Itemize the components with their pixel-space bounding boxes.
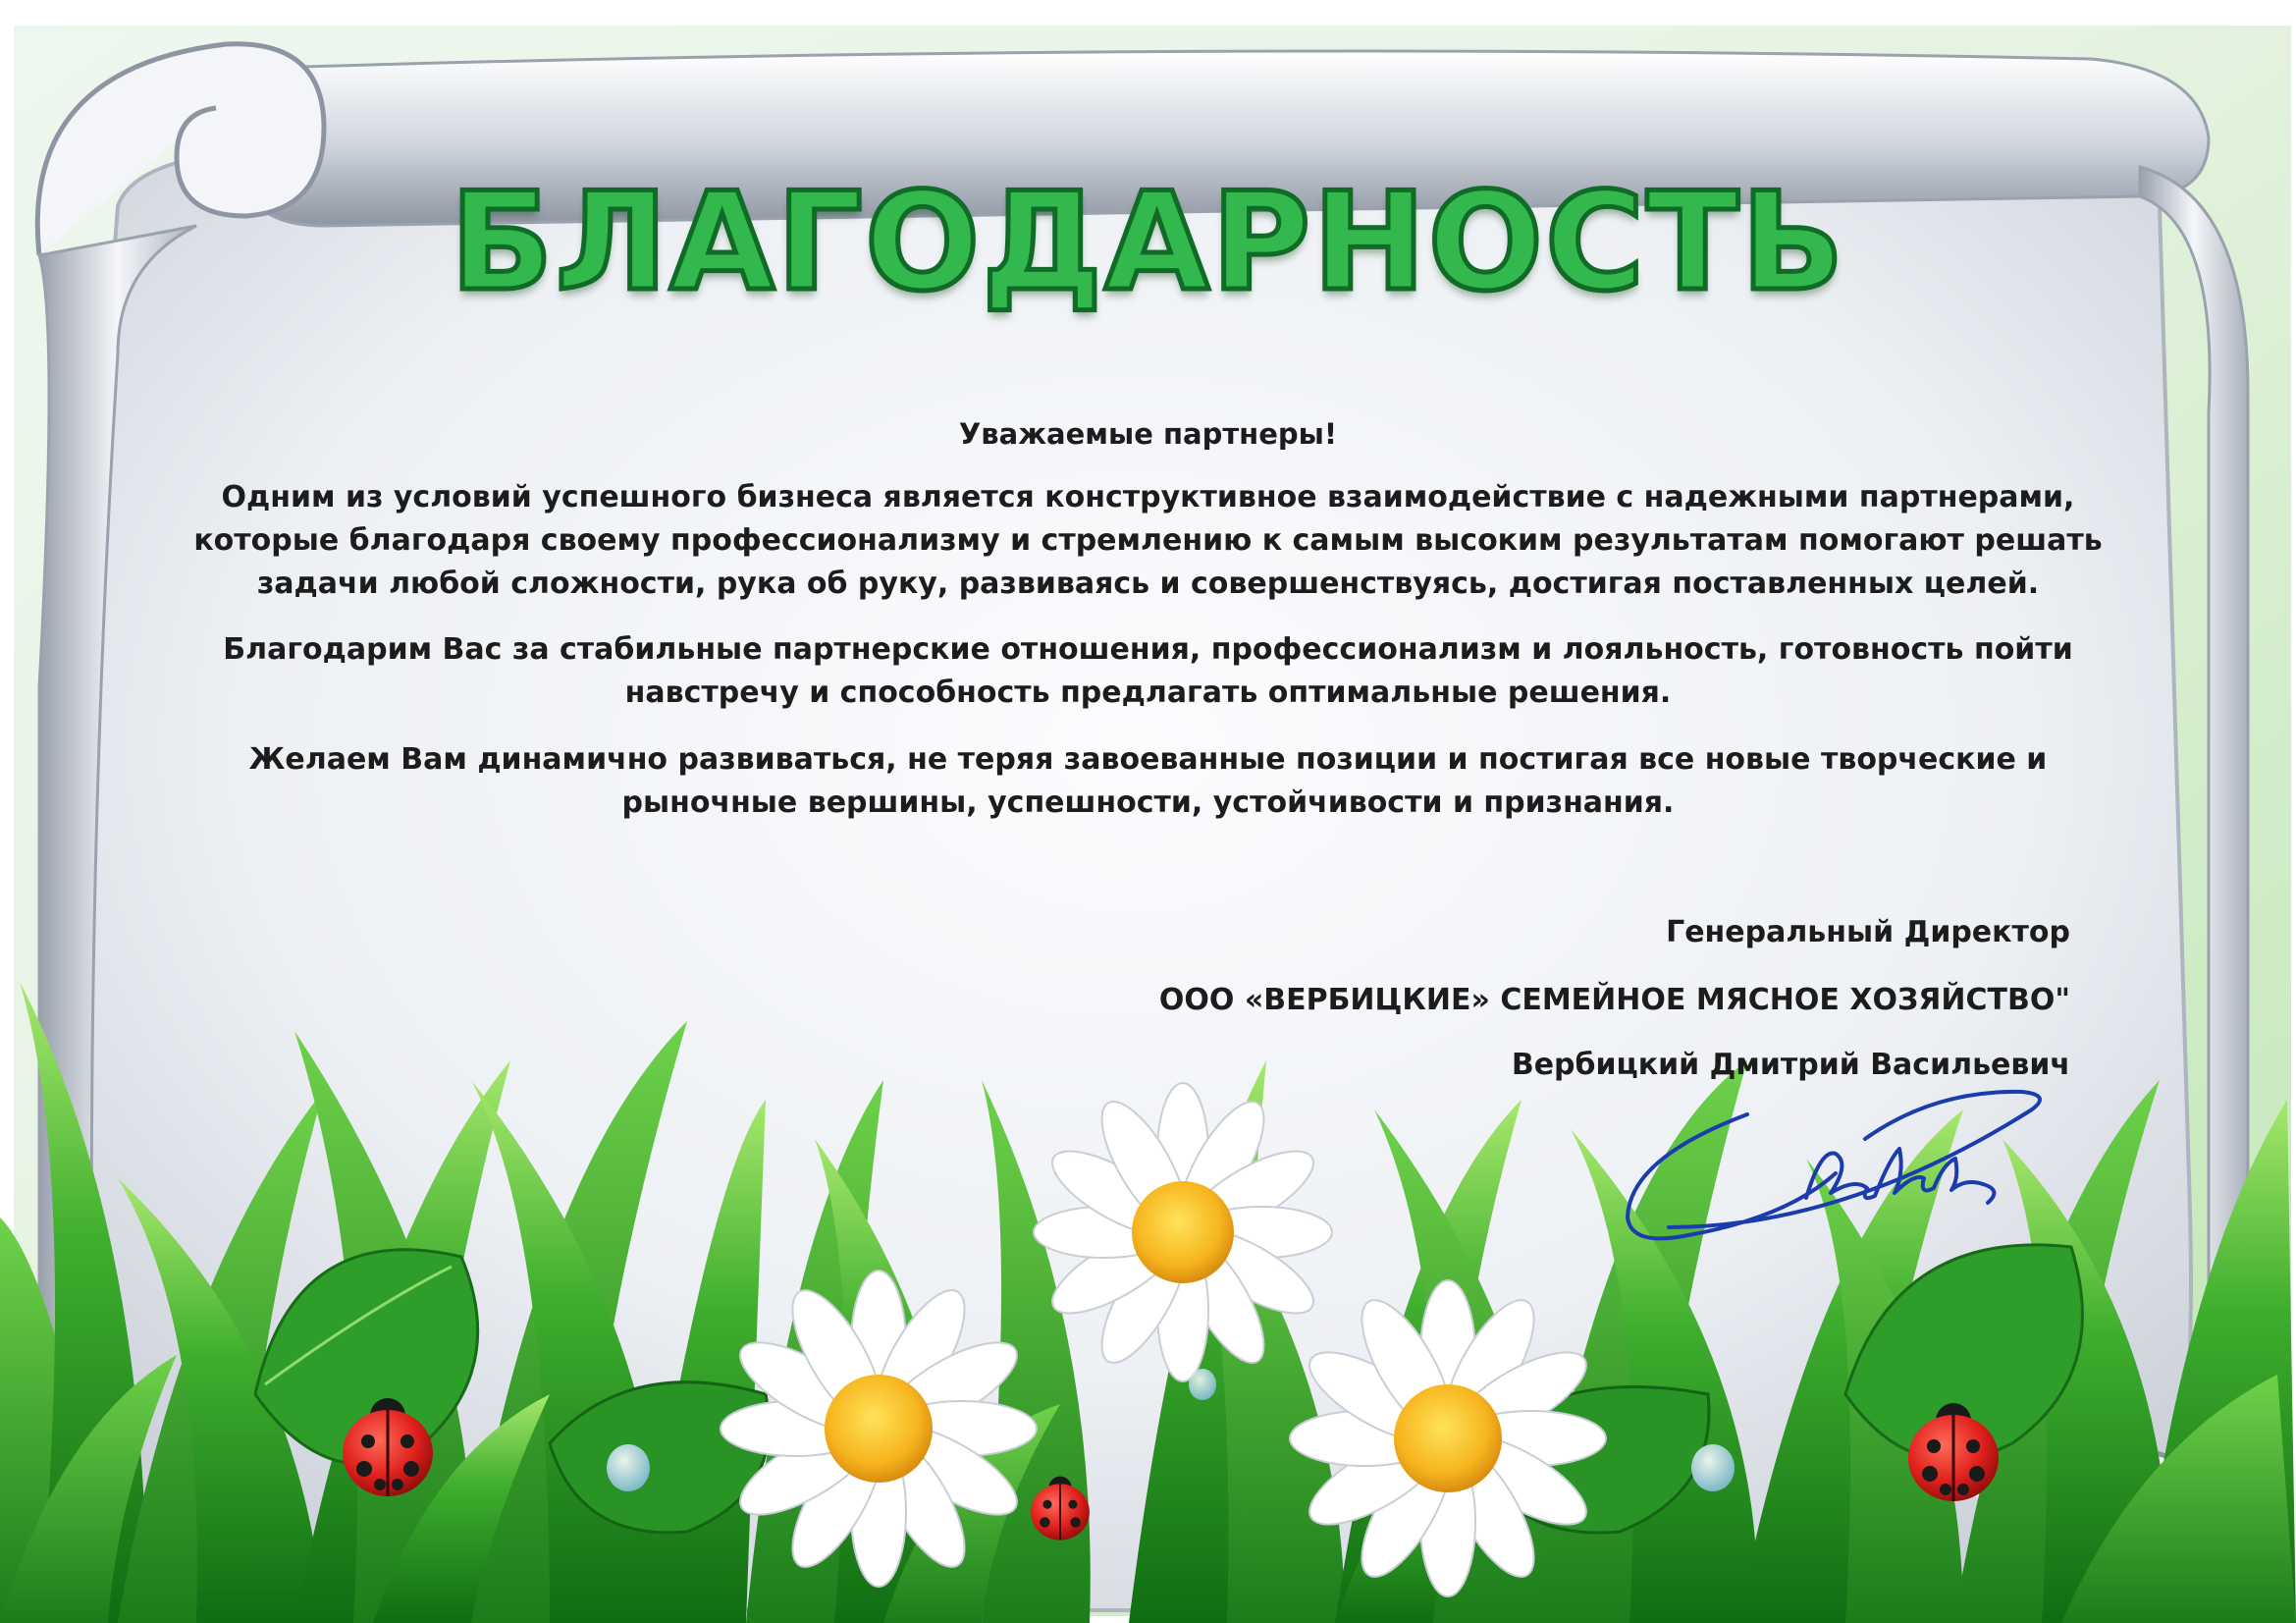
greeting: Уважаемые партнеры! bbox=[958, 417, 1338, 451]
certificate-title: БЛАГОДАРНОСТЬ bbox=[450, 163, 1846, 321]
paragraph-line: Одним из условий успешного бизнеса является конструктивное взаимодействие с надежными партнерами, bbox=[221, 480, 2075, 514]
paragraph-wishes bbox=[0, 738, 2296, 825]
signatory-position: Генеральный Директор bbox=[1666, 915, 2070, 949]
paragraph-line: Благодарим Вас за стабильные партнерские отношения, профессионализм и лояльность, готовность пойти bbox=[223, 632, 2073, 667]
paragraph-partnership bbox=[0, 476, 2296, 606]
handwritten-signature bbox=[1610, 1080, 2061, 1267]
paragraph-thanks bbox=[0, 628, 2296, 715]
signatory-name: Вербицкий Дмитрий Васильевич bbox=[1511, 1048, 2070, 1082]
paragraph-line: Желаем Вам динамично развиваться, не теряя завоеванные позиции и постигая все новые творческие и bbox=[248, 742, 2048, 777]
paragraph-line: которые благодаря своему профессионализму и стремлению к самым высоким результатам помогают решать bbox=[193, 523, 2103, 558]
paragraph-line: рыночные вершины, успешности, устойчивости и признания. bbox=[621, 785, 1675, 820]
paragraph-line: навстречу и способность предлагать оптимальные решения. bbox=[624, 676, 1672, 710]
paragraph-line: задачи любой сложности, рука об руку, развиваясь и совершенствуясь, достигая поставленных целей. bbox=[256, 567, 2040, 601]
signatory-company: ООО «ВЕРБИЦКИЕ» СЕМЕЙНОЕ МЯСНОЕ ХОЗЯЙСТВО" bbox=[1158, 983, 2070, 1017]
